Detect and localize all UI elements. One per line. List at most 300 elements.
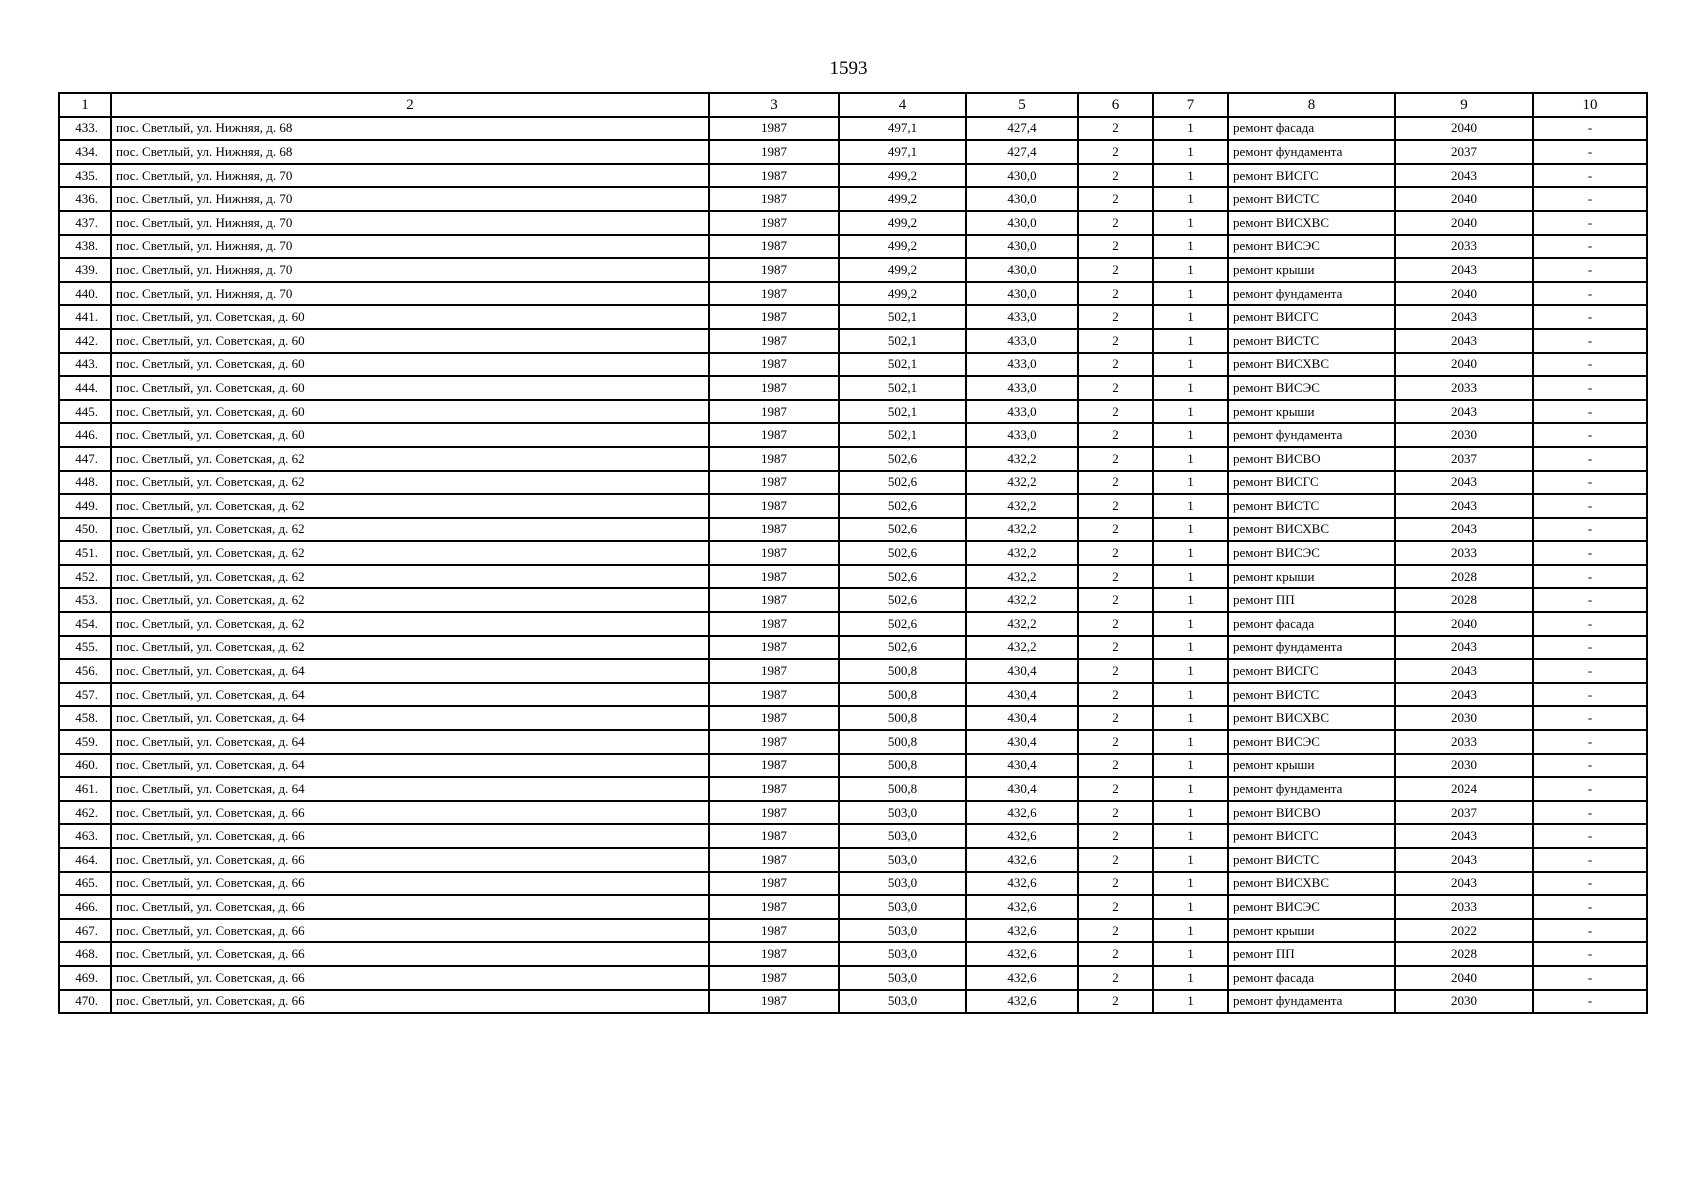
cell-living-area: 432,6 (966, 848, 1078, 872)
cell-living-area: 432,6 (966, 895, 1078, 919)
cell-address: пос. Светлый, ул. Советская, д. 66 (111, 848, 709, 872)
cell-year-built: 1987 (709, 848, 839, 872)
cell-total-area: 502,6 (839, 565, 966, 589)
table-row (59, 494, 1647, 518)
cell-living-area: 432,6 (966, 990, 1078, 1014)
cell-floors: 2 (1078, 471, 1153, 495)
column-header-9: 9 (1395, 93, 1533, 117)
cell-year-built: 1987 (709, 942, 839, 966)
cell-floors: 2 (1078, 919, 1153, 943)
cell-note: - (1533, 518, 1647, 542)
cell-note: - (1533, 187, 1647, 211)
cell-entrances: 1 (1153, 329, 1228, 353)
cell-entrances: 1 (1153, 117, 1228, 141)
cell-floors: 2 (1078, 423, 1153, 447)
cell-floors: 2 (1078, 329, 1153, 353)
cell-address: пос. Светлый, ул. Советская, д. 62 (111, 518, 709, 542)
cell-total-area: 500,8 (839, 730, 966, 754)
cell-note: - (1533, 235, 1647, 259)
cell-floors: 2 (1078, 872, 1153, 896)
cell-row-number: 451. (59, 541, 111, 565)
cell-total-area: 502,1 (839, 400, 966, 424)
cell-note: - (1533, 919, 1647, 943)
cell-work-type: ремонт ВИСЭС (1228, 235, 1395, 259)
cell-entrances: 1 (1153, 140, 1228, 164)
cell-planned-year: 2043 (1395, 683, 1533, 707)
cell-work-type: ремонт ВИСТС (1228, 187, 1395, 211)
cell-living-area: 430,0 (966, 164, 1078, 188)
cell-entrances: 1 (1153, 683, 1228, 707)
cell-living-area: 430,0 (966, 258, 1078, 282)
cell-total-area: 503,0 (839, 895, 966, 919)
cell-total-area: 503,0 (839, 848, 966, 872)
cell-note: - (1533, 895, 1647, 919)
cell-entrances: 1 (1153, 235, 1228, 259)
cell-row-number: 466. (59, 895, 111, 919)
cell-note: - (1533, 706, 1647, 730)
cell-note: - (1533, 376, 1647, 400)
register-table (58, 92, 1648, 1014)
cell-work-type: ремонт ПП (1228, 942, 1395, 966)
cell-floors: 2 (1078, 612, 1153, 636)
cell-floors: 2 (1078, 636, 1153, 660)
cell-row-number: 433. (59, 117, 111, 141)
column-header-10: 10 (1533, 93, 1647, 117)
cell-year-built: 1987 (709, 541, 839, 565)
cell-year-built: 1987 (709, 683, 839, 707)
cell-entrances: 1 (1153, 423, 1228, 447)
table-row (59, 235, 1647, 259)
cell-note: - (1533, 282, 1647, 306)
cell-total-area: 502,1 (839, 353, 966, 377)
cell-address: пос. Светлый, ул. Советская, д. 66 (111, 966, 709, 990)
cell-planned-year: 2043 (1395, 518, 1533, 542)
cell-total-area: 500,8 (839, 777, 966, 801)
cell-address: пос. Светлый, ул. Нижняя, д. 70 (111, 235, 709, 259)
cell-row-number: 470. (59, 990, 111, 1014)
cell-planned-year: 2033 (1395, 895, 1533, 919)
cell-year-built: 1987 (709, 565, 839, 589)
page-number: 1593 (829, 58, 868, 79)
cell-planned-year: 2043 (1395, 824, 1533, 848)
cell-floors: 2 (1078, 565, 1153, 589)
cell-row-number: 444. (59, 376, 111, 400)
cell-note: - (1533, 565, 1647, 589)
cell-living-area: 432,2 (966, 518, 1078, 542)
cell-address: пос. Светлый, ул. Советская, д. 64 (111, 659, 709, 683)
cell-total-area: 500,8 (839, 683, 966, 707)
table-row (59, 872, 1647, 896)
cell-row-number: 437. (59, 211, 111, 235)
cell-total-area: 502,6 (839, 636, 966, 660)
cell-work-type: ремонт ВИСХВС (1228, 518, 1395, 542)
cell-planned-year: 2040 (1395, 117, 1533, 141)
cell-address: пос. Светлый, ул. Советская, д. 62 (111, 541, 709, 565)
cell-address: пос. Светлый, ул. Советская, д. 64 (111, 683, 709, 707)
cell-year-built: 1987 (709, 518, 839, 542)
cell-work-type: ремонт крыши (1228, 400, 1395, 424)
table-row (59, 659, 1647, 683)
cell-entrances: 1 (1153, 164, 1228, 188)
cell-living-area: 430,4 (966, 754, 1078, 778)
cell-living-area: 432,6 (966, 872, 1078, 896)
cell-row-number: 460. (59, 754, 111, 778)
cell-address: пос. Светлый, ул. Советская, д. 64 (111, 730, 709, 754)
cell-floors: 2 (1078, 942, 1153, 966)
cell-row-number: 446. (59, 423, 111, 447)
cell-floors: 2 (1078, 848, 1153, 872)
cell-year-built: 1987 (709, 258, 839, 282)
cell-floors: 2 (1078, 683, 1153, 707)
table-row (59, 636, 1647, 660)
column-header-8: 8 (1228, 93, 1395, 117)
cell-floors: 2 (1078, 990, 1153, 1014)
cell-entrances: 1 (1153, 494, 1228, 518)
cell-year-built: 1987 (709, 612, 839, 636)
cell-floors: 2 (1078, 376, 1153, 400)
cell-address: пос. Светлый, ул. Советская, д. 66 (111, 801, 709, 825)
cell-planned-year: 2024 (1395, 777, 1533, 801)
table-row (59, 211, 1647, 235)
cell-address: пос. Светлый, ул. Советская, д. 60 (111, 423, 709, 447)
cell-note: - (1533, 612, 1647, 636)
table-row (59, 140, 1647, 164)
cell-living-area: 430,4 (966, 730, 1078, 754)
cell-planned-year: 2043 (1395, 305, 1533, 329)
cell-work-type: ремонт ВИСГС (1228, 164, 1395, 188)
cell-living-area: 433,0 (966, 305, 1078, 329)
cell-work-type: ремонт ВИСЭС (1228, 895, 1395, 919)
cell-work-type: ремонт крыши (1228, 919, 1395, 943)
cell-planned-year: 2033 (1395, 235, 1533, 259)
cell-work-type: ремонт ВИСХВС (1228, 353, 1395, 377)
cell-row-number: 458. (59, 706, 111, 730)
table-row (59, 305, 1647, 329)
table-row (59, 777, 1647, 801)
cell-planned-year: 2043 (1395, 848, 1533, 872)
cell-note: - (1533, 305, 1647, 329)
cell-year-built: 1987 (709, 754, 839, 778)
cell-entrances: 1 (1153, 659, 1228, 683)
cell-total-area: 502,6 (839, 612, 966, 636)
cell-note: - (1533, 423, 1647, 447)
cell-year-built: 1987 (709, 471, 839, 495)
cell-address: пос. Светлый, ул. Советская, д. 60 (111, 329, 709, 353)
cell-year-built: 1987 (709, 706, 839, 730)
cell-entrances: 1 (1153, 588, 1228, 612)
cell-total-area: 500,8 (839, 706, 966, 730)
table-row (59, 117, 1647, 141)
column-header-7: 7 (1153, 93, 1228, 117)
cell-total-area: 503,0 (839, 966, 966, 990)
cell-planned-year: 2040 (1395, 966, 1533, 990)
cell-row-number: 441. (59, 305, 111, 329)
cell-living-area: 433,0 (966, 423, 1078, 447)
cell-total-area: 499,2 (839, 164, 966, 188)
cell-floors: 2 (1078, 187, 1153, 211)
cell-living-area: 432,2 (966, 565, 1078, 589)
cell-total-area: 499,2 (839, 187, 966, 211)
table-row (59, 990, 1647, 1014)
cell-entrances: 1 (1153, 942, 1228, 966)
cell-living-area: 432,6 (966, 919, 1078, 943)
cell-year-built: 1987 (709, 117, 839, 141)
cell-row-number: 453. (59, 588, 111, 612)
cell-planned-year: 2043 (1395, 471, 1533, 495)
cell-year-built: 1987 (709, 164, 839, 188)
cell-floors: 2 (1078, 164, 1153, 188)
cell-total-area: 502,6 (839, 518, 966, 542)
cell-entrances: 1 (1153, 518, 1228, 542)
cell-row-number: 462. (59, 801, 111, 825)
table-row (59, 754, 1647, 778)
cell-floors: 2 (1078, 754, 1153, 778)
cell-year-built: 1987 (709, 919, 839, 943)
table-row (59, 919, 1647, 943)
cell-year-built: 1987 (709, 305, 839, 329)
cell-total-area: 499,2 (839, 235, 966, 259)
cell-total-area: 502,1 (839, 329, 966, 353)
cell-row-number: 434. (59, 140, 111, 164)
cell-note: - (1533, 730, 1647, 754)
cell-address: пос. Светлый, ул. Советская, д. 66 (111, 942, 709, 966)
cell-year-built: 1987 (709, 966, 839, 990)
cell-year-built: 1987 (709, 235, 839, 259)
cell-entrances: 1 (1153, 919, 1228, 943)
cell-floors: 2 (1078, 235, 1153, 259)
table-row (59, 565, 1647, 589)
cell-note: - (1533, 872, 1647, 896)
cell-planned-year: 2028 (1395, 565, 1533, 589)
cell-address: пос. Светлый, ул. Советская, д. 60 (111, 376, 709, 400)
cell-floors: 2 (1078, 258, 1153, 282)
cell-work-type: ремонт ВИСГС (1228, 824, 1395, 848)
cell-planned-year: 2040 (1395, 282, 1533, 306)
cell-planned-year: 2030 (1395, 423, 1533, 447)
cell-floors: 2 (1078, 282, 1153, 306)
cell-living-area: 430,0 (966, 235, 1078, 259)
cell-planned-year: 2033 (1395, 730, 1533, 754)
cell-planned-year: 2028 (1395, 942, 1533, 966)
cell-row-number: 464. (59, 848, 111, 872)
cell-floors: 2 (1078, 801, 1153, 825)
cell-note: - (1533, 471, 1647, 495)
cell-note: - (1533, 824, 1647, 848)
cell-year-built: 1987 (709, 329, 839, 353)
cell-note: - (1533, 541, 1647, 565)
cell-work-type: ремонт фундамента (1228, 777, 1395, 801)
cell-note: - (1533, 777, 1647, 801)
cell-living-area: 430,0 (966, 187, 1078, 211)
cell-work-type: ремонт ВИСЭС (1228, 730, 1395, 754)
cell-year-built: 1987 (709, 730, 839, 754)
cell-planned-year: 2033 (1395, 376, 1533, 400)
cell-address: пос. Светлый, ул. Советская, д. 62 (111, 471, 709, 495)
cell-living-area: 430,4 (966, 683, 1078, 707)
cell-planned-year: 2043 (1395, 329, 1533, 353)
cell-total-area: 503,0 (839, 942, 966, 966)
table-row (59, 824, 1647, 848)
table-row (59, 966, 1647, 990)
table-row (59, 730, 1647, 754)
cell-total-area: 503,0 (839, 824, 966, 848)
cell-year-built: 1987 (709, 376, 839, 400)
cell-note: - (1533, 494, 1647, 518)
cell-row-number: 452. (59, 565, 111, 589)
table-row (59, 801, 1647, 825)
column-header-2: 2 (111, 93, 709, 117)
column-header-3: 3 (709, 93, 839, 117)
cell-row-number: 463. (59, 824, 111, 848)
cell-entrances: 1 (1153, 258, 1228, 282)
cell-planned-year: 2030 (1395, 706, 1533, 730)
cell-floors: 2 (1078, 659, 1153, 683)
cell-year-built: 1987 (709, 447, 839, 471)
cell-year-built: 1987 (709, 990, 839, 1014)
cell-entrances: 1 (1153, 777, 1228, 801)
cell-total-area: 502,6 (839, 494, 966, 518)
table-row (59, 683, 1647, 707)
cell-note: - (1533, 211, 1647, 235)
cell-address: пос. Светлый, ул. Нижняя, д. 70 (111, 258, 709, 282)
cell-work-type: ремонт ВИСВО (1228, 447, 1395, 471)
cell-year-built: 1987 (709, 494, 839, 518)
cell-floors: 2 (1078, 117, 1153, 141)
cell-work-type: ремонт ВИСТС (1228, 329, 1395, 353)
cell-total-area: 502,1 (839, 423, 966, 447)
cell-living-area: 432,2 (966, 447, 1078, 471)
table-row (59, 329, 1647, 353)
cell-note: - (1533, 329, 1647, 353)
cell-planned-year: 2033 (1395, 541, 1533, 565)
cell-total-area: 497,1 (839, 140, 966, 164)
cell-total-area: 503,0 (839, 872, 966, 896)
table-body (59, 117, 1647, 1014)
cell-row-number: 442. (59, 329, 111, 353)
cell-living-area: 433,0 (966, 353, 1078, 377)
header-row (59, 93, 1647, 117)
cell-planned-year: 2043 (1395, 164, 1533, 188)
cell-year-built: 1987 (709, 636, 839, 660)
cell-note: - (1533, 140, 1647, 164)
cell-row-number: 438. (59, 235, 111, 259)
cell-planned-year: 2040 (1395, 612, 1533, 636)
cell-total-area: 499,2 (839, 211, 966, 235)
table-row (59, 187, 1647, 211)
cell-floors: 2 (1078, 777, 1153, 801)
cell-note: - (1533, 447, 1647, 471)
cell-work-type: ремонт ВИСХВС (1228, 211, 1395, 235)
cell-note: - (1533, 258, 1647, 282)
table-row (59, 164, 1647, 188)
cell-work-type: ремонт ВИСВО (1228, 801, 1395, 825)
cell-year-built: 1987 (709, 659, 839, 683)
cell-total-area: 502,6 (839, 588, 966, 612)
cell-year-built: 1987 (709, 353, 839, 377)
cell-living-area: 430,4 (966, 706, 1078, 730)
cell-total-area: 499,2 (839, 258, 966, 282)
cell-living-area: 432,2 (966, 541, 1078, 565)
cell-planned-year: 2040 (1395, 353, 1533, 377)
column-header-4: 4 (839, 93, 966, 117)
cell-total-area: 502,6 (839, 447, 966, 471)
cell-entrances: 1 (1153, 706, 1228, 730)
table-row (59, 848, 1647, 872)
cell-row-number: 445. (59, 400, 111, 424)
cell-floors: 2 (1078, 541, 1153, 565)
cell-address: пос. Светлый, ул. Советская, д. 66 (111, 872, 709, 896)
cell-planned-year: 2030 (1395, 990, 1533, 1014)
cell-living-area: 433,0 (966, 329, 1078, 353)
table-row (59, 895, 1647, 919)
cell-living-area: 432,2 (966, 588, 1078, 612)
cell-floors: 2 (1078, 518, 1153, 542)
cell-living-area: 432,6 (966, 942, 1078, 966)
cell-row-number: 455. (59, 636, 111, 660)
cell-floors: 2 (1078, 211, 1153, 235)
cell-entrances: 1 (1153, 376, 1228, 400)
table-row (59, 423, 1647, 447)
cell-entrances: 1 (1153, 801, 1228, 825)
cell-floors: 2 (1078, 447, 1153, 471)
cell-row-number: 459. (59, 730, 111, 754)
column-header-5: 5 (966, 93, 1078, 117)
cell-note: - (1533, 400, 1647, 424)
cell-address: пос. Светлый, ул. Советская, д. 66 (111, 919, 709, 943)
cell-note: - (1533, 659, 1647, 683)
cell-work-type: ремонт фундамента (1228, 140, 1395, 164)
column-header-1: 1 (59, 93, 111, 117)
cell-living-area: 433,0 (966, 400, 1078, 424)
cell-planned-year: 2037 (1395, 801, 1533, 825)
cell-total-area: 497,1 (839, 117, 966, 141)
cell-row-number: 468. (59, 942, 111, 966)
cell-work-type: ремонт фундамента (1228, 990, 1395, 1014)
table-row (59, 471, 1647, 495)
cell-entrances: 1 (1153, 730, 1228, 754)
cell-row-number: 443. (59, 353, 111, 377)
table-row (59, 258, 1647, 282)
cell-entrances: 1 (1153, 353, 1228, 377)
cell-row-number: 440. (59, 282, 111, 306)
cell-address: пос. Светлый, ул. Советская, д. 62 (111, 588, 709, 612)
cell-planned-year: 2037 (1395, 447, 1533, 471)
cell-year-built: 1987 (709, 211, 839, 235)
cell-work-type: ремонт крыши (1228, 565, 1395, 589)
cell-floors: 2 (1078, 353, 1153, 377)
cell-work-type: ремонт ВИСЭС (1228, 376, 1395, 400)
cell-entrances: 1 (1153, 471, 1228, 495)
table-row (59, 942, 1647, 966)
cell-floors: 2 (1078, 706, 1153, 730)
cell-address: пос. Светлый, ул. Советская, д. 66 (111, 824, 709, 848)
cell-living-area: 432,6 (966, 801, 1078, 825)
cell-row-number: 469. (59, 966, 111, 990)
cell-living-area: 432,2 (966, 471, 1078, 495)
cell-planned-year: 2043 (1395, 636, 1533, 660)
table-row (59, 282, 1647, 306)
cell-living-area: 432,6 (966, 966, 1078, 990)
table-row (59, 588, 1647, 612)
cell-address: пос. Светлый, ул. Нижняя, д. 70 (111, 187, 709, 211)
cell-entrances: 1 (1153, 824, 1228, 848)
cell-work-type: ремонт ВИСЭС (1228, 541, 1395, 565)
cell-living-area: 433,0 (966, 376, 1078, 400)
cell-year-built: 1987 (709, 895, 839, 919)
cell-year-built: 1987 (709, 824, 839, 848)
cell-living-area: 432,2 (966, 612, 1078, 636)
cell-address: пос. Светлый, ул. Советская, д. 66 (111, 895, 709, 919)
